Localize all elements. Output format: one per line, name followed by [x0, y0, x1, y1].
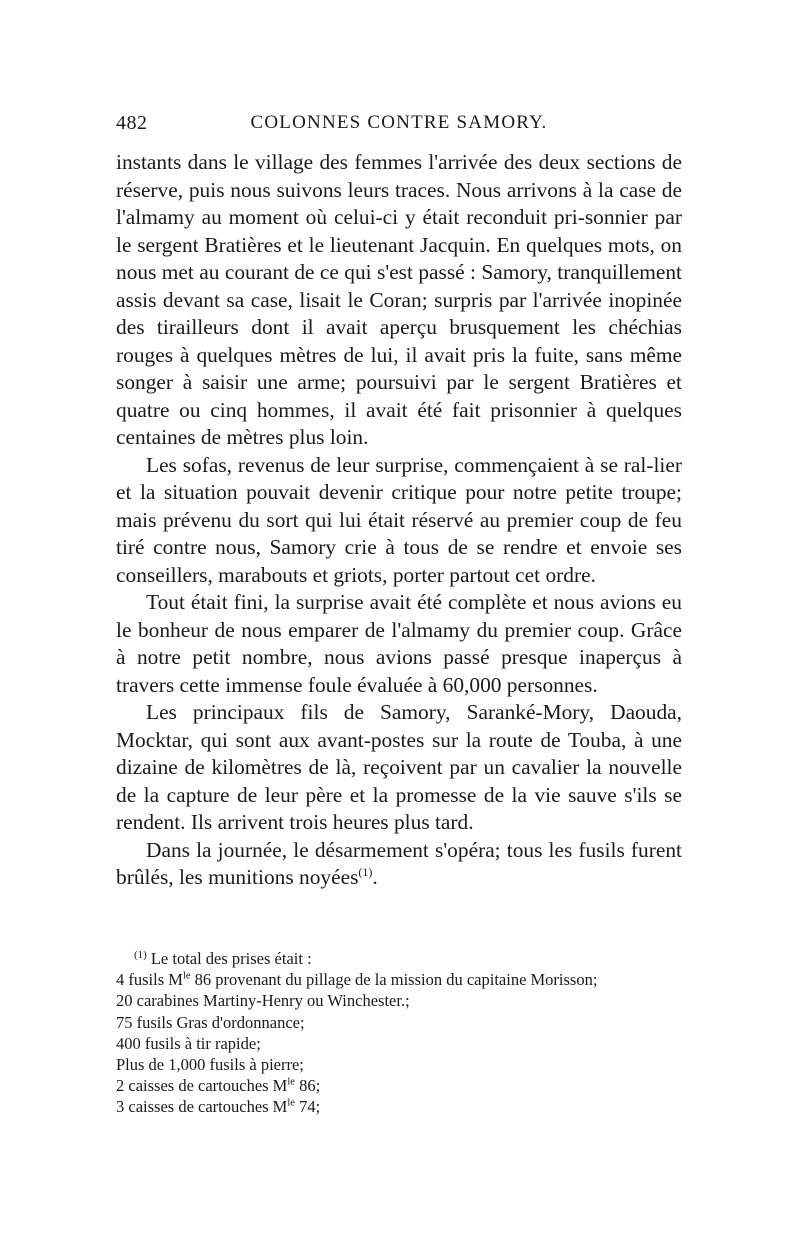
footnote-text: 2 caisses de cartouches M	[116, 1076, 288, 1096]
footnote-text: 75 fusils Gras d'ordonnance;	[116, 1012, 305, 1032]
running-title: COLONNES CONTRE SAMORY.	[250, 112, 548, 133]
footnote-superscript: le	[287, 1076, 295, 1088]
footnote-intro-text: Le total des prises était :	[150, 949, 312, 968]
paragraph-text: Les principaux fils de Samory, Saranké-Mory, Daouda, Mocktar, qui sont aux avant-postes sur la route de Touba, à une dizaine de kilomètres de là, reçoivent par un cavalier la nouvelle de la capture de leur père et la promesse de la vie sauve s'ils se rendent. Ils arrivent trois heures plus tard.	[116, 700, 682, 834]
footnote-line	[116, 1054, 682, 1075]
footnote-text: 400 fusils à tir rapide;	[116, 1033, 261, 1053]
footnote	[116, 948, 682, 1118]
paragraph-text: Dans la journée, le désarmement s'opéra; tous les fusils furent brûlés, les munitions noyées	[116, 837, 682, 889]
footnote-text: 74;	[294, 1097, 321, 1117]
footnote-line	[116, 1012, 682, 1033]
paragraph-text: Tout était fini, la surprise avait été complète et nous avions eu le bonheur de nous emparer de l'almamy du premier coup. Grâce à notre petit nombre, nous avions passé presque inaperçus à travers cette immense foule évaluée à 60,000 personnes.	[116, 590, 682, 697]
footnote-intro	[116, 948, 682, 969]
main-text	[116, 149, 682, 892]
paragraph	[116, 149, 682, 452]
footnote-line	[116, 990, 682, 1011]
footnote-line	[116, 969, 682, 990]
footnote-text: 4 fusils M	[116, 970, 183, 990]
paragraph-end: .	[372, 865, 378, 889]
page-number: 482	[116, 112, 148, 134]
paragraph-text: Les sofas, revenus de leur surprise, commençaient à se ral-lier et la situation pouvait devenir critique pour notre petite troupe; mais prévenu du sort qui lui était réservé au premier coup de feu tiré contre nous, Samory crie à tous de se rendre et envoie ses conseillers, marabouts et griots, porter partout cet ordre.	[116, 452, 682, 587]
paragraph	[116, 452, 682, 590]
footnote-line	[116, 1033, 682, 1054]
paragraph	[116, 837, 682, 892]
footnote-text: 86;	[294, 1076, 321, 1096]
footnote-reference[interactable]: (1)	[358, 864, 373, 879]
page-header	[116, 112, 682, 144]
paragraph	[116, 589, 682, 699]
footnote-text: 20 carabines Martiny-Henry ou Winchester.;	[116, 991, 410, 1011]
footnote-mark: (1)	[134, 948, 147, 961]
footnote-line	[116, 1096, 682, 1117]
footnote-line	[116, 1075, 682, 1096]
paragraph-text: instants dans le village des femmes l'arrivée des deux sections de réserve, puis nous suivons leurs traces. Nous arrivons à la case de l'almamy au moment où celui-ci y était reconduit pri-sonnier par le sergent Bratières et le lieutenant Jacquin. En quelques mots, on nous met au courant de ce qui s'est passé : Samory, tranquillement assis devant sa case, lisait le Coran; surpris par l'arrivée inopinée des tirailleurs dont il avait aperçu brusquement les chéchias rouges à quelques mètres de lui, il avait pris la fuite, sans même songer à saisir une arme; poursuivi par le sergent Bratières et quatre ou cinq hommes, il avait été fait prisonnier à quelques centaines de mètres plus loin.	[116, 150, 682, 449]
paragraph	[116, 699, 682, 837]
footnote-superscript: le	[287, 1097, 295, 1109]
footnote-text: Plus de 1,000 fusils à pierre;	[116, 1055, 304, 1075]
footnote-superscript: le	[182, 970, 191, 982]
footnote-text: 3 caisses de cartouches M	[116, 1097, 288, 1117]
footnote-text: 86 provenant du pillage de la mission du capitaine Morisson;	[190, 970, 598, 990]
